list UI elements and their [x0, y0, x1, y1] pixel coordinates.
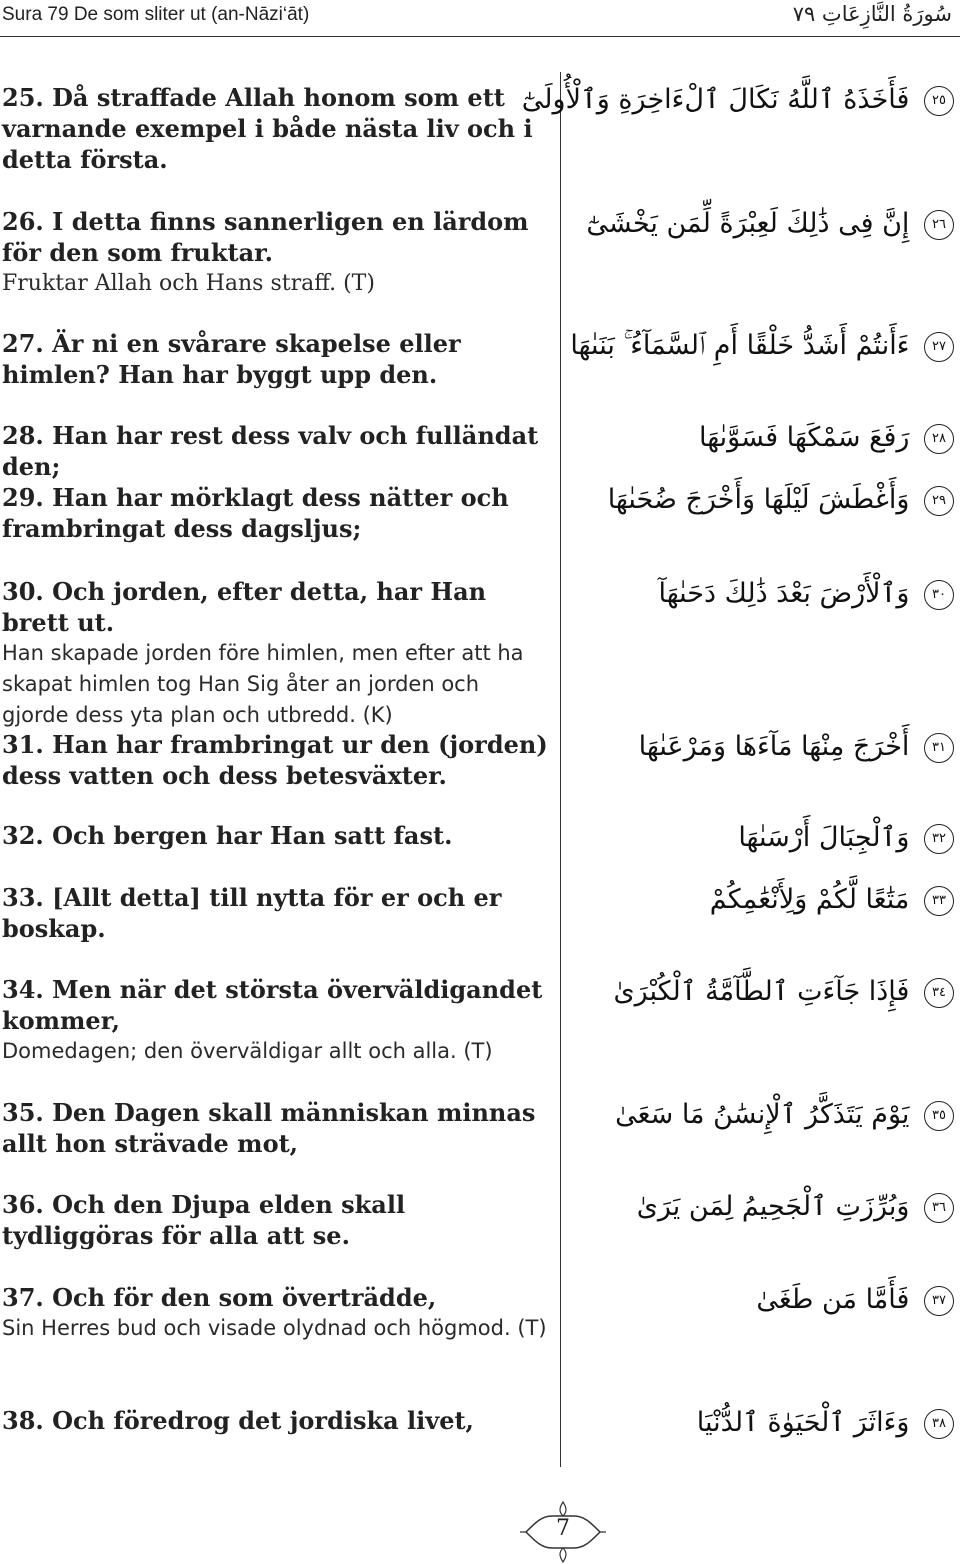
verse-33-number-marker: ٣٣ — [924, 886, 954, 916]
verse-33-arabic: مَتَٰعًا لَّكُمْ وَلِأَنْعَٰمِكُمْ — [709, 884, 910, 915]
verse-34-swedish: 34. Men när det största överväldigandet kommer, — [2, 975, 543, 1035]
verse-34-arabic: فَإِذَا جَآءَتِ ٱلطَّآمَّةُ ٱلْكُبْرَىٰ — [613, 976, 910, 1007]
verse-26-number-marker: ٢٦ — [924, 210, 954, 240]
verse-38-arabic: وَءَاثَرَ ٱلْحَيَوٰةَ ٱلدُّنْيَا — [696, 1407, 910, 1438]
verse-36-arabic: وَبُرِّزَتِ ٱلْجَحِيمُ لِمَن يَرَىٰ — [636, 1191, 910, 1222]
verse-31-swedish: 31. Han har frambringat ur den (jorden) dess vatten och dess betesväxter. — [2, 730, 548, 790]
verse-25-swedish: 25. Då straffade Allah honom som ett varnande exempel i både nästa liv och i detta första. — [2, 83, 533, 174]
verse-31-number-marker: ٣١ — [924, 733, 954, 763]
verse-25-number-marker: ٢٥ — [924, 86, 954, 116]
verse-38-number-marker: ٣٨ — [924, 1409, 954, 1439]
verse-30-swedish: 30. Och jorden, efter detta, har Han brett ut. — [2, 577, 487, 637]
verse-36-swedish: 36. Och den Djupa elden skall tydliggöras för alla att se. — [2, 1190, 406, 1250]
verse-36-number-marker: ٣٦ — [924, 1193, 954, 1223]
verse-26-arabic: إِنَّ فِى ذَٰلِكَ لَعِبْرَةً لِّمَن يَخْشَىٰٓ — [586, 208, 910, 239]
verse-32-swedish: 32. Och bergen har Han satt fast. — [2, 821, 453, 850]
verse-34-note: Domedagen; den överväldigar allt och alla. (T) — [2, 1039, 493, 1063]
verse-27-number-marker: ٢٧ — [924, 332, 954, 362]
verse-30-arabic: وَٱلْأَرْضَ بَعْدَ ذَٰلِكَ دَحَىٰهَآ — [658, 578, 910, 609]
verse-28-arabic: رَفَعَ سَمْكَهَا فَسَوَّىٰهَا — [698, 422, 910, 453]
verse-37-swedish: 37. Och för den som överträdde, — [2, 1283, 437, 1312]
header-title-swedish: Sura 79 De som sliter ut (an-Nāzi‘āt) — [2, 4, 310, 25]
page-number-ornament — [518, 1500, 608, 1564]
verse-29-swedish: 29. Han har mörklagt dess nätter och frambringat dess dagsljus; — [2, 483, 509, 543]
verse-33-swedish: 33. [Allt detta] till nytta för er och er boskap. — [2, 883, 502, 943]
verse-38-swedish: 38. Och föredrog det jordiska livet, — [2, 1406, 474, 1435]
verse-25-arabic: فَأَخَذَهُ ٱللَّهُ نَكَالَ ٱلْءَاخِرَةِ وَٱلْأُولَىٰٓ — [521, 84, 910, 115]
verse-35-swedish: 35. Den Dagen skall människan minnas allt hon strävade mot, — [2, 1098, 536, 1158]
verse-35-arabic: يَوْمَ يَتَذَكَّرُ ٱلْإِنسَٰنُ مَا سَعَىٰ — [615, 1099, 910, 1130]
verse-26-swedish: 26. I detta finns sannerligen en lärdom för den som fruktar. — [2, 207, 529, 267]
verse-37-arabic: فَأَمَّا مَن طَغَىٰ — [756, 1284, 910, 1315]
verse-28-number-marker: ٢٨ — [924, 424, 954, 454]
verse-28-swedish: 28. Han har rest dess valv och fulländat den; — [2, 421, 539, 481]
verse-34-number-marker: ٣٤ — [924, 978, 954, 1008]
column-divider — [560, 72, 561, 1467]
header-rule — [0, 36, 960, 37]
verse-29-arabic: وَأَغْطَشَ لَيْلَهَا وَأَخْرَجَ ضُحَىٰهَا — [607, 484, 910, 515]
verse-37-number-marker: ٣٧ — [924, 1286, 954, 1316]
verse-29-number-marker: ٢٩ — [924, 486, 954, 516]
verse-32-number-marker: ٣٢ — [924, 824, 954, 854]
verse-30-number-marker: ٣٠ — [924, 580, 954, 610]
verse-32-arabic: وَٱلْجِبَالَ أَرْسَىٰهَا — [738, 822, 910, 853]
page-number: 7 — [556, 1516, 570, 1541]
verse-27-arabic: ءَأَنتُمْ أَشَدُّ خَلْقًا أَمِ ٱلسَّمَآءُ ۚ بَنَىٰهَا — [570, 330, 910, 361]
header-title-arabic: سُورَةُ النَّازِعَاتِ ٧٩ — [792, 2, 952, 26]
verse-37-note: Sin Herres bud och visade olydnad och högmod. (T) — [2, 1316, 547, 1340]
verse-27-swedish: 27. Är ni en svårare skapelse eller himlen? Han har byggt upp den. — [2, 329, 461, 389]
verse-35-number-marker: ٣٥ — [924, 1101, 954, 1131]
verse-31-arabic: أَخْرَجَ مِنْهَا مَآءَهَا وَمَرْعَىٰهَا — [638, 731, 910, 762]
verse-26-note: Fruktar Allah och Hans straff. (T) — [2, 271, 375, 296]
verse-30-note: Han skapade jorden före himlen, men efter att ha skapat himlen tog Han Sig åter an jorden och gjorde dess yta plan och utbredd. (K) — [2, 641, 524, 727]
